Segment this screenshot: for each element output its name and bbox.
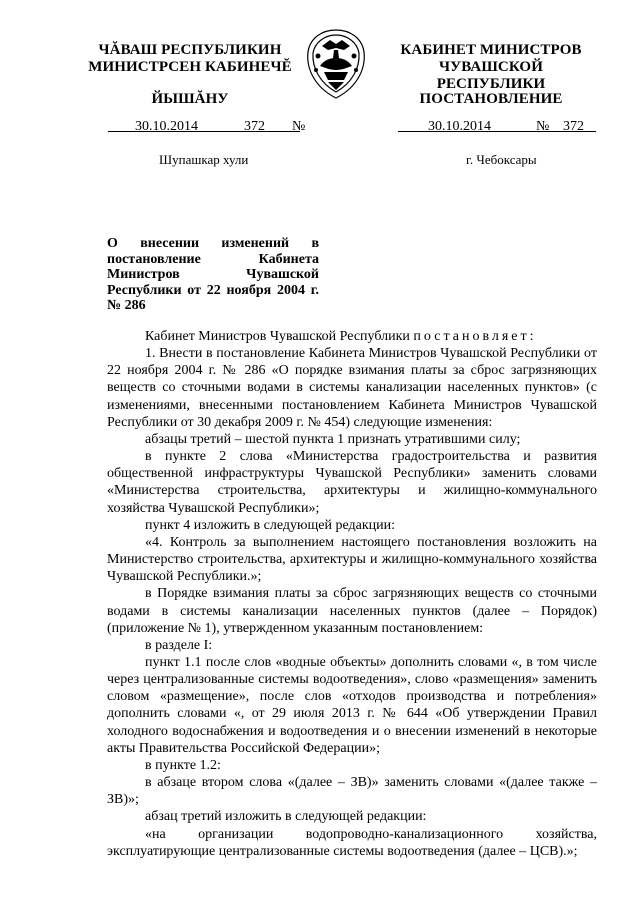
header-russian bbox=[384, 42, 598, 93]
city-russian: г. Чебоксары bbox=[466, 152, 537, 167]
doc-type-russian: ПОСТАНОВЛЕНИЕ bbox=[419, 91, 563, 107]
body-paragraph: «4. Контроль за выполнением настоящего постановления возложить на Министерство строительства, архитектуры и жилищно-коммунального хозяйства Чувашской Республики.»; bbox=[107, 534, 597, 585]
body-paragraph: абзац третий изложить в следующей редакции: bbox=[145, 809, 427, 825]
body-paragraph: «на организации водопроводно-канализационного хозяйства, эксплуатирующие централизованные системы водоотведения (далее – ЦСВ).»; bbox=[107, 826, 597, 859]
body-paragraph: 1. Внести в постановление Кабинета Министров Чувашской Республики от 22 ноября 2004 г. № 286 «О порядке взимания платы за сброс загрязняющих веществ со сточными водами в системы канализации населенных пунктов» (с изменениями, внесенными постановлением Кабинета Министров Чувашской Республики от 30 декабря 2009 г. № 454) следующие изменения: bbox=[107, 346, 597, 430]
city-chuvash: Шупашкар хули bbox=[159, 152, 249, 167]
number-sign-right: № bbox=[536, 119, 550, 134]
number-sign-left: № bbox=[292, 119, 306, 134]
date-left: 30.10.2014 bbox=[135, 119, 198, 134]
header-chuvash-line2: МИНИСТРСЕН КАБИНЕЧĔ bbox=[88, 59, 292, 75]
document-title: О внесении изменений в постановление Кабинета Министров Чувашской Республики от 22 ноября 2004 г. № 286 bbox=[107, 236, 319, 314]
intro-keyword: постановляет: bbox=[413, 329, 537, 344]
coat-of-arms-emblem bbox=[300, 26, 372, 102]
header-russian-line2: ЧУВАШСКОЙ РЕСПУБЛИКИ bbox=[436, 59, 546, 92]
intro-paragraph bbox=[107, 328, 597, 345]
number-right: 372 bbox=[563, 119, 584, 134]
body-paragraph: в пункте 1.2: bbox=[145, 757, 221, 773]
body-paragraph: в разделе I: bbox=[145, 637, 213, 653]
number-left: 372 bbox=[244, 119, 265, 134]
document-body bbox=[107, 328, 597, 860]
body-paragraph: пункт 1.1 после слов «водные объекты» дополнить словами «, в том числе через централизованные системы водоотведения», слово «размещения» заменить словом «размещение», после слов «отходов производства и потребления» дополнить словами «, от 29 июля 2013 г. № 644 «Об утверждении Правил холодного водоснабжения и водоотведения и о внесении изменений в некоторые акты Правительства Российской Федерации»; bbox=[107, 654, 597, 756]
intro-prefix: Кабинет Министров Чувашской Республики bbox=[145, 329, 410, 344]
body-paragraph: в абзаце втором слова «(далее – ЗВ)» заменить словами «(далее также – ЗВ)»; bbox=[107, 775, 597, 808]
doc-type-chuvash: ЙЫШĂНУ bbox=[151, 91, 229, 107]
header-chuvash-line1: ЧĂВАШ РЕСПУБЛИКИН bbox=[98, 42, 282, 58]
header-russian-line1: КАБИНЕТ МИНИСТРОВ bbox=[400, 42, 582, 58]
body-paragraph: пункт 4 изложить в следующей редакции: bbox=[145, 517, 395, 533]
body-paragraph: абзацы третий – шестой пункта 1 признать утратившими силу; bbox=[145, 431, 521, 447]
date-right: 30.10.2014 bbox=[428, 119, 491, 134]
header-chuvash bbox=[88, 42, 292, 76]
body-paragraph: в пункте 2 слова «Министерства градостроительства и развития общественной инфраструктуры Чувашской Республики» заменить словами «Министерства строительства, архитектуры и жилищно-коммунального хозяйства Чувашской Республики»; bbox=[107, 449, 597, 516]
body-paragraph: в Порядке взимания платы за сброс загрязняющих веществ со сточными водами в системы канализации населенных пунктов (далее – Порядок) (приложение № 1), утвержденном указанным постановлением: bbox=[107, 586, 597, 636]
